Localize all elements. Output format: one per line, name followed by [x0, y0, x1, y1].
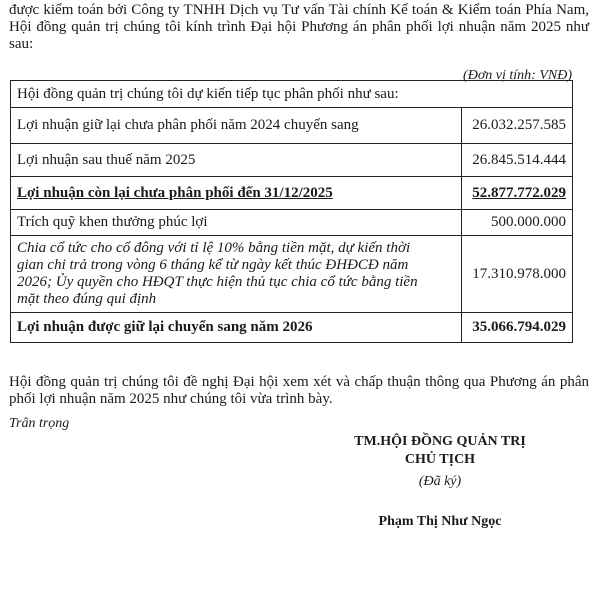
signature-title: CHỦ TỊCH — [404, 452, 476, 467]
table-row — [11, 108, 573, 144]
signature-signed: (Đã ký) — [418, 474, 462, 489]
intro-paragraph: được kiểm toán bởi Công ty TNHH Dịch vụ Tư vấn Tài chính Kế toán & Kiểm toán Phía Nam, Hội đồng quản trị chúng tôi kính trình Đại hội Phương án phân phối lợi nhuận năm 2025 như sau: — [9, 2, 589, 52]
table-row — [11, 144, 573, 177]
row-value: 17.310.978.000 — [462, 236, 573, 313]
table-header: Hội đồng quản trị chúng tôi dự kiến tiếp tục phân phối như sau: — [11, 81, 573, 108]
table-row — [11, 313, 573, 343]
row-label: Trích quỹ khen thưởng phúc lợi — [11, 210, 462, 236]
table-row — [11, 177, 573, 210]
row-label: Lợi nhuận giữ lại chưa phân phối năm 2024 chuyển sang — [11, 108, 462, 144]
row-value: 52.877.772.029 — [462, 177, 573, 210]
closing-paragraph: Hội đồng quản trị chúng tôi đề nghị Đại hội xem xét và chấp thuận thông qua Phương án phân phối lợi nhuận năm 2025 như chúng tôi vừa trình bày. — [9, 374, 589, 407]
signer-name: Phạm Thị Như Ngọc — [378, 514, 502, 529]
signature-block — [340, 433, 540, 531]
row-label: Chia cổ tức cho cổ đông với tỉ lệ 10% bằng tiền mặt, dự kiến thời gian chi trả trong vòng 6 tháng kể từ ngày kết thúc ĐHĐCĐ năm 2026; Ủy quyền cho HĐQT thực hiện thủ tục chia cổ tức bằng tiền mặt theo đúng qui định — [11, 236, 462, 313]
table-header-row — [11, 81, 573, 108]
row-value: 26.032.257.585 — [462, 108, 573, 144]
row-value: 35.066.794.029 — [462, 313, 573, 343]
table-row — [11, 210, 573, 236]
profit-distribution-table — [10, 80, 573, 343]
row-label: Lợi nhuận sau thuế năm 2025 — [11, 144, 462, 177]
signature-org: TM.HỘI ĐỒNG QUẢN TRỊ — [354, 434, 526, 449]
row-label: Lợi nhuận còn lại chưa phân phối đến 31/12/2025 — [11, 177, 462, 210]
regards: Trân trọng — [9, 416, 70, 431]
row-value: 26.845.514.444 — [462, 144, 573, 177]
unit-note: (Đơn vị tính: VNĐ) — [463, 68, 572, 83]
row-label: Lợi nhuận được giữ lại chuyển sang năm 2026 — [11, 313, 462, 343]
row-value: 500.000.000 — [462, 210, 573, 236]
table-row — [11, 236, 573, 313]
